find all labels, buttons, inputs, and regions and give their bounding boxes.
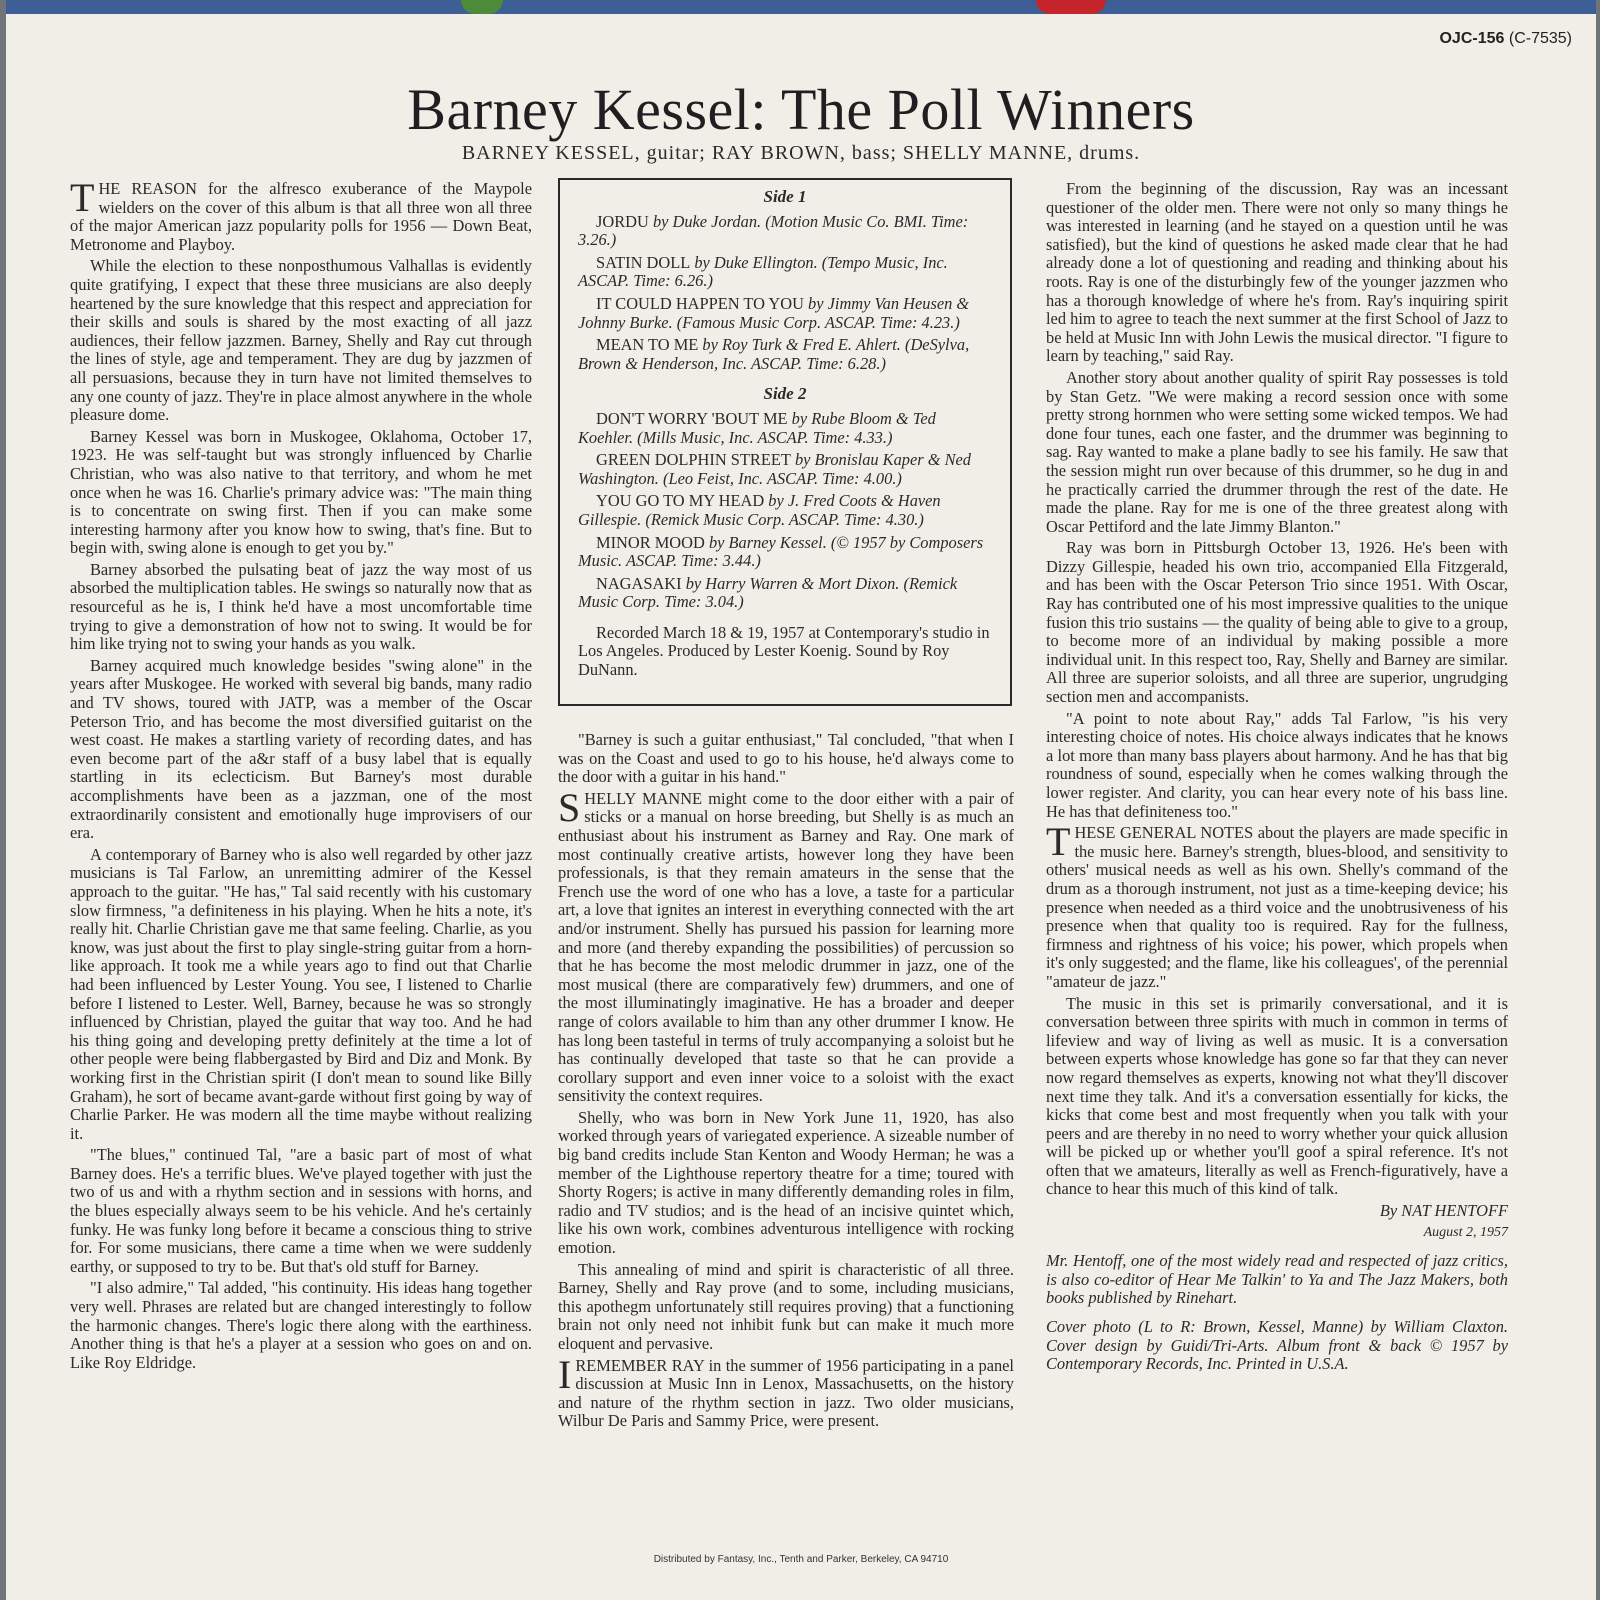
liner-notes-paragraph: Ray was born in Pittsburgh October 13, 1926. He's been with Dizzy Gillespie, headed his own trio, accompanied Ella Fitzgerald, and has been with the Oscar Peterson Trio since 1951. With Oscar, Ray has contributed one of his most impressive qualities to the unique fusion this trio sustains — the quality of being able to give to a group, to become more of an individual by making possible a more individual unit. In this respect too, Ray, Shelly and Barney are similar. All three are superior soloists, and all three are superior, ungrudging section men and accompanists.: [1046, 538, 1508, 707]
liner-notes-paragraph: Another story about another quality of spirit Ray possesses is told by Stan Getz. "We were making a record session once with some pretty strong hornmen who were setting some wicked tempos. We had done four tunes, each one faster, and the drummer was beginning to sag. Ray wanted to make a plane badly to see his family. He saw that the session might run over because of this drummer, so he dug in and he practically carried the drummer through the rest of the date. He made the plane. Ray for me is one of the three greatest along with Oscar Pettiford and the late Jimmy Blanton.": [1046, 367, 1508, 536]
track-title: MEAN TO ME: [596, 335, 699, 355]
cover-credits: Cover photo (L to R: Brown, Kessel, Manne) by William Claxton. Cover design by Guidi/Tri-Arts. Album front & back © 1957 by Contemporary Records, Inc. Printed in U.S.A.: [1046, 1317, 1508, 1374]
liner-notes-paragraph: THE REASON for the alfresco exuberance of the Maypole wielders on the cover of this album is that all three won all three of the major American jazz popularity polls for 1956 — Down Beat, Metronome and Playboy.: [70, 175, 532, 254]
album-back-cover: [6, 0, 1596, 1600]
catalog-number-alt: (C-7535): [1508, 30, 1572, 47]
liner-notes-paragraph: While the election to these nonposthumous Valhallas is evidently quite gratifying, I expect that these three musicians are also deeply heartened by the sure knowledge that this respect and appreciation for their skills and souls is shared by the most exacting of all jazz audiences, their fellow jazzmen. Barney, Shelly and Ray cut through the lines of style, age and temperament. They are dug by jazzmen of all persuasions, because they in turn have not limited themselves to any one county of jazz. They're in place almost anywhere in the whole pleasure dome.: [70, 256, 532, 425]
track-title: MINOR MOOD: [596, 532, 705, 552]
liner-notes-column-3-body: [1046, 180, 1508, 1199]
track-title: IT COULD HAPPEN TO YOU: [596, 293, 804, 313]
track-listing: [578, 336, 992, 373]
side-1-tracks: [578, 213, 992, 374]
liner-notes-paragraph: The music in this set is primarily conversational, and it is conversation between three spirits with much in common in terms of lifeview and way of living as well as music. It is a conversation between experts whose knowledge has gone so far that they can never now regard themselves as experts, knowing not what they'll discover next time they talk. And it's a conversation essentially for kicks, the kicks that come best and most frequently when you talk with your peers and are thereby in no need to worry whether your quick allusion will be picked up or whether you'll goof a spiral reference. It's not often that we amateurs, literally as well as French-figuratively, have a chance to hear this much of this kind of talk.: [1046, 993, 1508, 1199]
recording-info: Recorded March 18 & 19, 1957 at Contemporary's studio in Los Angeles. Produced by Lester Koenig. Sound by Roy DuNann.: [578, 622, 990, 680]
liner-notes-paragraph: IREMEMBER RAY in the summer of 1956 participating in a panel discussion at Music Inn in Lenox, Massachusetts, on the history and nature of the rhythm section in jazz. Two older musicians, Wilbur De Paris and Sammy Price, were present.: [558, 1351, 1014, 1431]
notes-date: August 2, 1957: [1423, 1224, 1508, 1240]
liner-notes-paragraph: This annealing of mind and spirit is characteristic of all three. Barney, Shelly and Ray prove (and to some, including musicians, this apothegm unfortunately still requires proving) that a functioning brain not only need not inhibit funk but can make it much more eloquent and pervasive.: [558, 1259, 1014, 1353]
track-credit: by Jimmy Van Heusen & Johnny Burke. (Famous Music Corp. ASCAP. Time: 4.23.): [578, 293, 970, 332]
catalog-number: [1439, 30, 1572, 48]
liner-notes-column-2: [558, 731, 1014, 1434]
track-listing: [578, 254, 992, 291]
track-credit: by Roy Turk & Fred E. Ahlert. (DeSylva, Brown & Henderson, Inc. ASCAP. Time: 6.28.): [578, 335, 970, 373]
track-credit: by Rube Bloom & Ted Koehler. (Mills Music, Inc. ASCAP. Time: 4.33.): [578, 408, 936, 447]
catalog-number-main: OJC-156: [1439, 30, 1505, 47]
side-1-heading: Side 1: [763, 187, 807, 206]
track-listing: [578, 295, 992, 332]
track-listing: [578, 451, 992, 488]
track-credit: by Duke Ellington. (Tempo Music, Inc. ASCAP. Time: 6.26.): [578, 252, 948, 291]
liner-notes-paragraph: Barney absorbed the pulsating beat of jazz the way most of us absorbed the multiplication tables. He swings so naturally now that as resourceful as he is, I think he'd have a most uncomfortable time trying to give a demonstration of how not to swing. It would be for him like trying not to swing your hands as you walk.: [70, 559, 532, 654]
liner-notes-paragraph: Barney acquired much knowledge besides "swing alone" in the years after Muskogee. He worked with several big bands, many radio and TV shows, toured with JATP, was a member of the Oscar Peterson Trio, and has become the most diversified guitarist on the west coast. He makes a startling variety of recording dates, and has even become part of the a&r staff of a busy label that is equally startling in its eclecticism. But Barney's most durable accomplishments have been as a jazzman, one of the most extraordinarily consistent and emotionally huge improvisers of our era.: [70, 655, 532, 843]
liner-notes-paragraph: "I also admire," Tal added, "his continuity. His ideas hang together very well. Phrases are related but are changed interestingly to follow the harmonic changes. There's logic there along with the earthiness. Another thing is that he's a player at a session who goes on and on. Like Roy Eldridge.: [70, 1278, 532, 1372]
track-title: YOU GO TO MY HEAD: [596, 491, 765, 511]
liner-notes-paragraph: A contemporary of Barney who is also well regarded by other jazz musicians is Tal Farlow, an unremitting admirer of the Kessel approach to the guitar. "He has," Tal said recently with his customary slow firmness, "a definiteness in his playing. When he hits a note, it's really hit. Charlie Christian gave me that same feeling. Charlie, as you know, was just about the first to play single-string guitar from a horn-like approach. It took me a while years ago to find out that Charlie had been influenced by Lester Young. You see, I listened to Charlie before I listened to Lester. Well, Barney, because he was so strongly influenced by Christian, played the guitar that way too. And he had his thing going and developing pretty definitely at the time a lot of other people were being flabbergasted by Bird and Diz and Monk. By working first in the Christian spirit (I don't mean to sound like Billy Graham), he sort of became avant-garde without first going by way of Charlie Parker. He was modern all the time maybe without realizing it.: [70, 844, 532, 1143]
track-title: SATIN DOLL: [596, 252, 691, 272]
author-byline: By NAT HENTOFF: [1379, 1201, 1508, 1221]
cover-edge-red-shape: [1036, 0, 1106, 14]
liner-notes-paragraph: From the beginning of the discussion, Ray was an incessant questioner of the older men. There were not only so many things he was interested in learning (and he stayed on a question until he was satisfied), but the kind of questions he asked made clear that he had already done a lot of questioning and reading and thinking about his roots. Ray is one of the disturbingly few of the younger jazzmen who has a thorough knowledge of where he's from. Ray's inquiring spirit led him to agree to teach the next summer at the first School of Jazz to be held at Music Inn with John Lewis the musical director. "I figure to learn by teaching," said Ray.: [1046, 179, 1508, 366]
liner-notes-paragraph: Shelly, who was born in New York June 11, 1920, has also worked through years of variegated experience. A sizeable number of big band credits include Stan Kenton and Woody Herman; he was a member of the Lighthouse repertory theatre for a time; toured with Shorty Rogers; is active in many differently demanding roles in film, radio and TV studios; and is the head of an incisive quintet which, like his own work, combines adventurous intelligence with rocking emotion.: [558, 1107, 1014, 1258]
side-2-tracks: [578, 410, 992, 612]
track-credit: by Barney Kessel. (© 1957 by Composers Music. ASCAP. Time: 3.44.): [578, 532, 984, 571]
track-title: JORDU: [596, 211, 649, 231]
personnel-line: BARNEY KESSEL, guitar; RAY BROWN, bass; SHELLY MANNE, drums.: [461, 142, 1141, 164]
track-listing: [578, 575, 992, 612]
album-title: Barney Kessel: The Poll Winners: [407, 77, 1195, 142]
liner-notes-paragraph: "Barney is such a guitar enthusiast," Tal concluded, "that when I was on the Coast and used to go to his house, he'd always come to the door with a guitar in his hand.": [558, 730, 1014, 787]
track-listing: [578, 213, 992, 250]
liner-notes-paragraph: THESE GENERAL NOTES about the players are made specific in the music here. Barney's strength, blues-blood, and sensitivity to others' musical needs as well as his own. Shelly's command of the drum as a thorough instrument, not just as a time-keeping device; his presence when needed as a third voice and the unobtrusiveness of his presence when that quality too is required. Ray for the fullness, firmness and rightness of his voice; his power, which propels when it's only suggested; and the flame, like his colleagues', of the perennial "amateur de jazz.": [1046, 819, 1508, 991]
track-title: DON'T WORRY 'BOUT ME: [596, 408, 788, 428]
liner-notes-paragraph: SHELLY MANNE might come to the door either with a pair of sticks or a manual on horse breeding, but Shelly is as much an enthusiast about his instrument as Barney and Ray. One mark of most continually creative artists, however long they have been professionals, is that they remain amateurs in the sense that the French use the word of one who has a love, a taste for a particular art, a love that ignites an interest in everything connected with the art and/or instrument. Shelly has pursued his passion for learning more and more (and thereby expanding the possibilities) of percussion so that he has become the most melodic drummer in jazz, one of the most musical (there are comparatively few) drummers, and one of the most illuminatingly imaginative. He has a broader and deeper range of colors available to him than any other drummer I know. He has long been tasteful in terms of truly accompanying a soloist but he has continually developed that taste so that he can provide a corollary support and even inner voice to a soloist with the exact sensitivity the context requires.: [558, 784, 1014, 1106]
side-2-heading: Side 2: [763, 384, 807, 404]
track-listing: [578, 534, 992, 571]
track-listing: [578, 492, 992, 529]
distributor-line: Distributed by Fantasy, Inc., Tenth and Parker, Berkeley, CA 94710: [653, 1554, 949, 1565]
author-bio: Mr. Hentoff, one of the most widely read and respected of jazz critics, is also co-editor of Hear Me Talkin' to Ya and The Jazz Makers, both books published by Rinehart.: [1046, 1251, 1508, 1308]
liner-notes-paragraph: Barney Kessel was born in Muskogee, Oklahoma, October 17, 1923. He was self-taught but was strongly influenced by Charlie Christian, who was also native to that territory, and whom he met once when he was 16. Charlie's primary advice was: "The main thing is to concentrate on swing first. Then if you can make some interesting harmony after you know how to swing, that's fine. But to begin with, swing alone is enough to get you by.": [70, 426, 532, 558]
track-credit: by Harry Warren & Mort Dixon. (Remick Music Corp. Time: 3.04.): [578, 573, 958, 612]
track-credit: by Bronislau Kaper & Ned Washington. (Leo Feist, Inc. ASCAP. Time: 4.00.): [578, 450, 972, 488]
track-credit: by J. Fred Coots & Haven Gillespie. (Remick Music Corp. ASCAP. Time: 4.30.): [578, 491, 941, 529]
liner-notes-column-3: [1046, 180, 1508, 1377]
track-listing: [578, 410, 992, 447]
liner-notes-paragraph: "The blues," continued Tal, "are a basic part of most of what Barney does. He's a terrific blues. We've played together with just the two of us and with a rhythm section and in sessions with horns, and the blues especially always seem to be his vehicle. And he's certainly funky. He was funky long before it became a conscious thing to strive for. For some musicians, there came a time when we were suddenly earthy, or supposed to try to be. But that's old stuff for Barney.: [70, 1145, 532, 1276]
cover-edge-strip: [6, 0, 1596, 14]
liner-notes-column-1: [70, 175, 532, 1375]
track-title: GREEN DOLPHIN STREET: [596, 450, 791, 470]
track-credit: by Duke Jordan. (Motion Music Co. BMI. Time: 3.26.): [578, 211, 969, 250]
tracklist-box: [558, 178, 1012, 706]
cover-edge-green-shape: [461, 0, 503, 14]
liner-notes-paragraph: "A point to note about Ray," adds Tal Farlow, "is his very interesting choice of notes. His choice always indicates that he knows a lot more than many bass players about harmony. And he has that big roundness of sound, especially when he comes walking through the lower register. And clarity, you can hear every note of his bass line. He has that definiteness too.": [1046, 708, 1508, 821]
track-title: NAGASAKI: [596, 573, 682, 593]
